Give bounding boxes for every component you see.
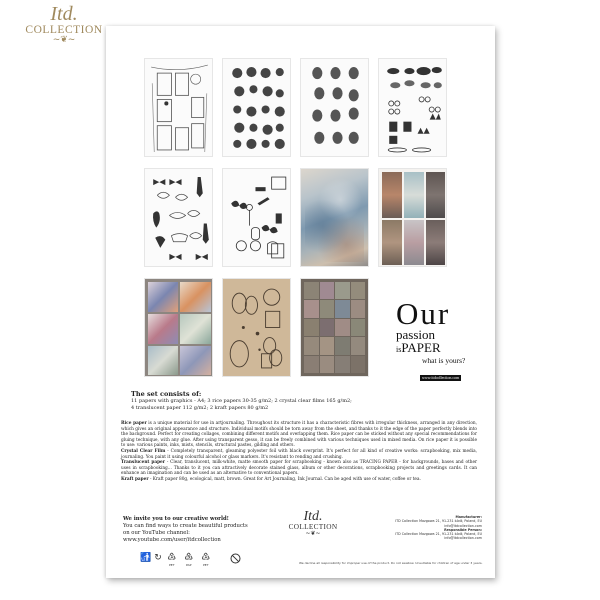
invite-line-1: You can find ways to create beautiful products: [123, 522, 248, 529]
vintage-objects-illustration-icon: [227, 173, 288, 264]
bows-ties-illustration-icon: [149, 173, 210, 264]
hats-glasses-illustration-icon: [383, 63, 444, 154]
kraft-paper-description: [121, 477, 477, 483]
set-line-1: 11 papers with graphics - A4; 3 rice papers 30-35 g/m2; 2 crystal clear films 165 g/m2;: [131, 398, 352, 404]
symbols-row: [140, 553, 241, 573]
watercolor-texture: [305, 173, 364, 262]
crystal-film-text: - Completely transparent, gleaming polyester foil with black overprint. It's perfect for all kind of creative works: scrapbooking, mix media, journaling. You paint it using colourful alcohol or glass markers. It's resistant to rending and crushing.: [121, 448, 478, 460]
thumbnail-kraft-frames: [222, 278, 291, 377]
recycling-pap-glyph: ♷: [184, 552, 194, 563]
set-contents: [131, 390, 471, 411]
thumbnail-bows-ties: [144, 168, 213, 267]
manufacturer-email: info@itdcollection.com: [444, 523, 482, 528]
thumbnail-hats-glasses-crowns: [378, 58, 447, 157]
panel-1: [382, 172, 402, 218]
translucent-paper-description: [121, 460, 477, 477]
invite-heading: We invite you to our creative world!: [123, 516, 229, 522]
slogan-line2: [396, 341, 476, 356]
thumbnail-animal-portraits: [300, 58, 369, 157]
kraft-paper-text: - Kraft paper 80g, ecological, matt, brown. Great for Art Journaling, Ink Journal. Can be aged with use of water, coffee or tea.: [148, 476, 421, 482]
thumbnail-vintage-objects: [222, 168, 291, 267]
manufacturer-address: ITD Collection Mazgowa 21, 91-231 Łódź, Poland, EU: [395, 519, 482, 524]
animal-heads-illustration-icon: [227, 63, 288, 154]
flourish-icon: ~❦~: [52, 35, 76, 45]
panel-4: [382, 220, 402, 265]
recycling-pet-icon: [165, 553, 179, 567]
tidyman-icon: 🚮: [140, 553, 152, 563]
footer-logo-script: Itd.: [303, 509, 323, 524]
disclaimer: We decline all responsibility for improper use of the product. Do not swallow. Unsuitable for children of age under 3 years.: [299, 561, 483, 565]
recycling-pet2-glyph: ♳: [201, 552, 211, 563]
recycling-pet2-icon: [199, 553, 213, 567]
thumbnail-blue-watercolor: [300, 168, 369, 267]
panel-2: [404, 172, 424, 218]
slogan-line2-main: PAPER: [401, 340, 441, 355]
tiles-grid: [304, 282, 365, 373]
footer-logo-word: COLLECTION: [288, 522, 338, 531]
set-line-2: 4 translucent paper 112 g/m2; 2 kraft papers 80 g/m2: [131, 404, 269, 411]
panel-3: [426, 172, 445, 218]
recycling-pet-code: PET: [168, 563, 175, 567]
brand-logo: [14, 4, 114, 45]
slogan-question: what is yours?: [422, 356, 466, 365]
translucent-paper-term: Translucent paper: [121, 460, 165, 466]
footer-logo: [278, 510, 348, 537]
set-title: The set consists of:: [131, 390, 202, 398]
recycle-icon: ↻: [154, 553, 162, 563]
recycling-pet-glyph: ♳: [167, 552, 177, 563]
manufacturer-block: [372, 515, 482, 541]
rice-paper-term: Rice paper: [121, 421, 147, 426]
thumbnail-texture-tiles: [300, 278, 369, 377]
kraft-paper-term: Kraft paper: [121, 476, 149, 482]
website-url-link[interactable]: www.itdcollection.com: [422, 375, 460, 380]
slogan-line1: passion: [396, 327, 435, 342]
oval-frames-illustration-icon: [227, 283, 288, 374]
youtube-url-link[interactable]: www.youtube.com/user/itdcollection: [123, 536, 221, 543]
thumbnail-animal-heads: [222, 58, 291, 157]
recycling-pap-icon: [182, 553, 196, 567]
floral-panel-3: [148, 314, 178, 344]
thumbnail-floral-panels: [144, 278, 213, 377]
floral-panel-4: [180, 314, 211, 344]
invite-block: [123, 516, 273, 544]
floral-panel-1: [148, 282, 178, 312]
slogan-block: [396, 296, 476, 384]
brand-logo-word: COLLECTION: [25, 24, 103, 36]
translucent-paper-text: - Clear, translucent, milk-white, matte smooth paper for scrapbooking - known also as TRACING PAPER - for backgrounds, bases and other uses in scrapbooking... Thanks to it you can attractively decorate stained glass, album or other decorations, scrapbooking projects and greetings cards. It can enhance an imagination and can be used as an alternative to conventional papers.: [121, 460, 478, 477]
animal-portraits-illustration-icon: [305, 63, 366, 154]
brand-logo-script: Itd.: [50, 3, 78, 25]
invite-line-2: on our YouTube channel:: [123, 529, 190, 536]
slogan-big: Our: [396, 296, 451, 331]
slogan-line2-prefix: is: [396, 345, 402, 354]
recycling-pet2-code: PET: [202, 563, 209, 567]
thumbnail-frames-collage: [144, 58, 213, 157]
panel-5: [404, 220, 424, 265]
responsible-label: Responsible Person:: [444, 527, 482, 532]
floral-panel-5: [148, 346, 178, 375]
paper-descriptions: [121, 421, 477, 483]
rice-paper-text: is a unique material for use in artjournaling. Throughout its structure it has a characteristic fibres with irregular thickness, arranged in any direction, which gives an original appearance and structure. Individual motifs should be torn away from the sheet, and thanks to it the edge of the paper perfectly blends into the background. Perfect for creating collages, combining different motifs and overlapping them. Rice paper can be sticked without any special recommendations for gluing technique, with any glue. After using transparent gesso, it can be freely combined with various techniques used in mixed media. On rice paper it is possible to use: various paints, inks, mists, stencils, structural pastes, gilding and others.: [121, 421, 477, 449]
floral-panel-6: [180, 346, 211, 375]
floral-panel-2: [180, 282, 211, 312]
responsible-email: info@itdcollection.com: [444, 536, 482, 541]
thumbnail-painted-panels: [378, 168, 447, 267]
footer-flourish-icon: ~❦~: [305, 530, 321, 537]
crystal-film-term: Crystal Clear Film: [121, 448, 166, 454]
panel-6: [426, 220, 445, 265]
frames-illustration-icon: [149, 63, 210, 154]
manufacturer-label: Manufacturer:: [455, 515, 482, 519]
rice-paper-description: [121, 421, 477, 449]
recycling-pap-code: PAP: [186, 563, 192, 567]
no-swallow-icon: [230, 553, 241, 566]
crystal-film-description: [121, 449, 477, 460]
responsible-address: ITD Collection Mazgowa 21, 91-231 Łódź, Poland, EU: [395, 532, 482, 537]
